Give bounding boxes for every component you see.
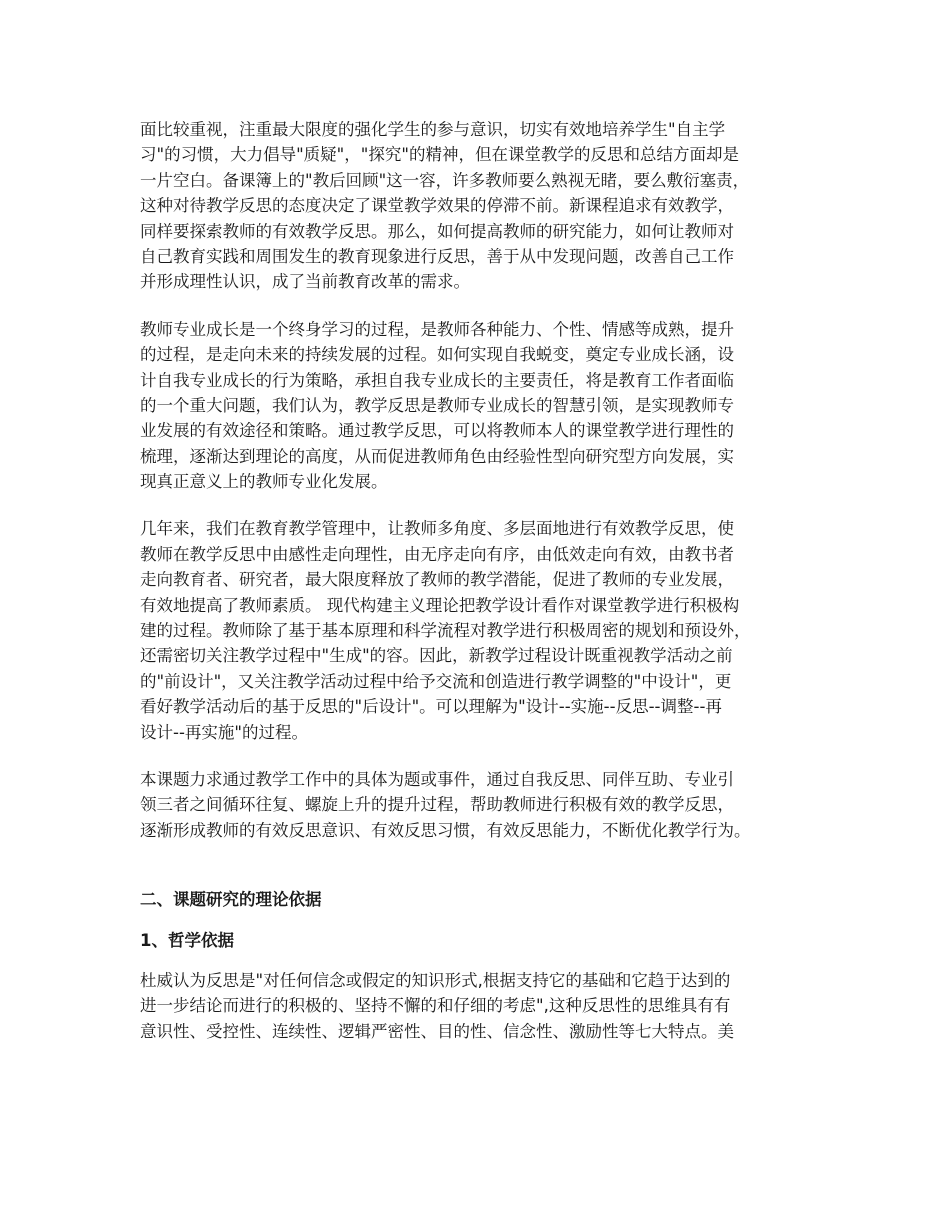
text-line: 这种对待教学反思的态度决定了课堂教学效果的停滞不前。新课程追求有效教学， [140,196,734,216]
text-line: 面比较重视，注重最大限度的强化学生的参与意识，切实有效地培养学生"自主学 [140,120,726,139]
text-line: 杜威认为反思是"对任何信念或假定的知识形式,根据支持它的基础和它趋于达到的 [140,970,731,990]
paragraph-1 [140,117,812,295]
heading-gap [140,913,812,928]
paragraph-5 [140,968,812,1044]
subsection-heading: 1、哲学依据 [140,930,234,950]
text-line: 习"的习惯，大力倡导"质疑"，"探究"的精神，但在课堂教学的反思和总结方面却是 [140,145,739,165]
paragraph-2 [140,317,812,495]
text-line: 梳理，逐渐达到理论的高度，从而促进教师角色由经验性型向研究型方向发展，实 [140,446,734,466]
text-line: 计自我专业成长的行为策略，承担自我专业成长的主要责任，将是教育工作者面临 [140,370,734,390]
heading-gap [140,953,812,968]
text-line: 还需密切关注教学过程中"生成"的容。因此，新教学过程设计既重视教学活动之前 [140,646,733,666]
text-line: 意识性、受控性、连续性、逻辑严密性、目的性、信念性、激励性等七大特点。美 [140,1021,734,1041]
text-line: 几年来，我们在教育教学管理中，让教师多角度、多层面地进行有效教学反思，使 [140,519,734,539]
text-line: 逐渐形成教师的有效反思意识、有效反思习惯，有效反思能力，不断优化教学行为。 [140,820,751,840]
text-line: 进一步结论而进行的积极的、坚持不懈的和仔细的考虑",这种反思性的思维具有有 [140,996,731,1016]
text-line: 有效地提高了教师素质。 现代构建主义理论把教学设计看作对课堂教学进行积极构 [140,595,740,615]
text-line: 的过程，是走向未来的持续发展的过程。如何实现自我蜕变，奠定专业成长涵，设 [140,345,734,365]
paragraph-gap [140,745,812,767]
text-line: 同样要探索教师的有效教学反思。那么，如何提高教师的研究能力，如何让教师对 [140,221,734,241]
section-heading: 二、课题研究的理论依据 [140,890,322,910]
text-line: 现真正意义上的教师专业化发展。 [140,472,388,492]
paragraph-gap [140,295,812,317]
section-gap [140,843,812,887]
text-line: 一片空白。备课簿上的"教后回顾"这一容，许多教师要么熟视无睹，要么敷衍塞责， [140,170,750,190]
document-page [140,117,812,1044]
paragraph-gap [140,494,812,516]
text-line: 教师专业成长是一个终身学习的过程，是教师各种能力、个性、情感等成熟，提升 [140,319,734,339]
text-line: 看好教学活动后的基于反思的"后设计"。可以理解为"设计--实施--反思--调整--再 [140,697,722,717]
text-line: 领三者之间循环往复、螺旋上升的提升过程，帮助教师进行积极有效的教学反思， [140,795,734,815]
text-line: 教师在教学反思中由感性走向理性，由无序走向有序，由低效走向有效，由教书者 [140,544,734,564]
text-line: 并形成理性认识，成了当前教育改革的需求。 [140,272,470,292]
paragraph-4 [140,767,812,843]
text-line: 业发展的有效途径和策略。通过教学反思，可以将教师本人的课堂教学进行理性的 [140,421,734,441]
paragraph-3 [140,516,812,745]
text-line: 本课题力求通过教学工作中的具体为题或事件，通过自我反思、同伴互助、专业引 [140,769,734,789]
text-line: 走向教育者、研究者，最大限度释放了教师的教学潜能，促进了教师的专业发展， [140,570,734,590]
text-line: 的"前设计"，又关注教学活动过程中给予交流和创造进行教学调整的"中设计"，更 [140,671,732,691]
text-line: 建的过程。教师除了基于基本原理和科学流程对教学进行积极周密的规划和预设外， [140,621,751,641]
text-line: 设计--再实施"的过程。 [140,722,308,742]
text-line: 的一个重大问题，我们认为，教学反思是教师专业成长的智慧引领，是实现教师专 [140,395,734,415]
text-line: 自己教育实践和周围发生的教育现象进行反思，善于从中发现问题，改善自己工作 [140,246,734,266]
